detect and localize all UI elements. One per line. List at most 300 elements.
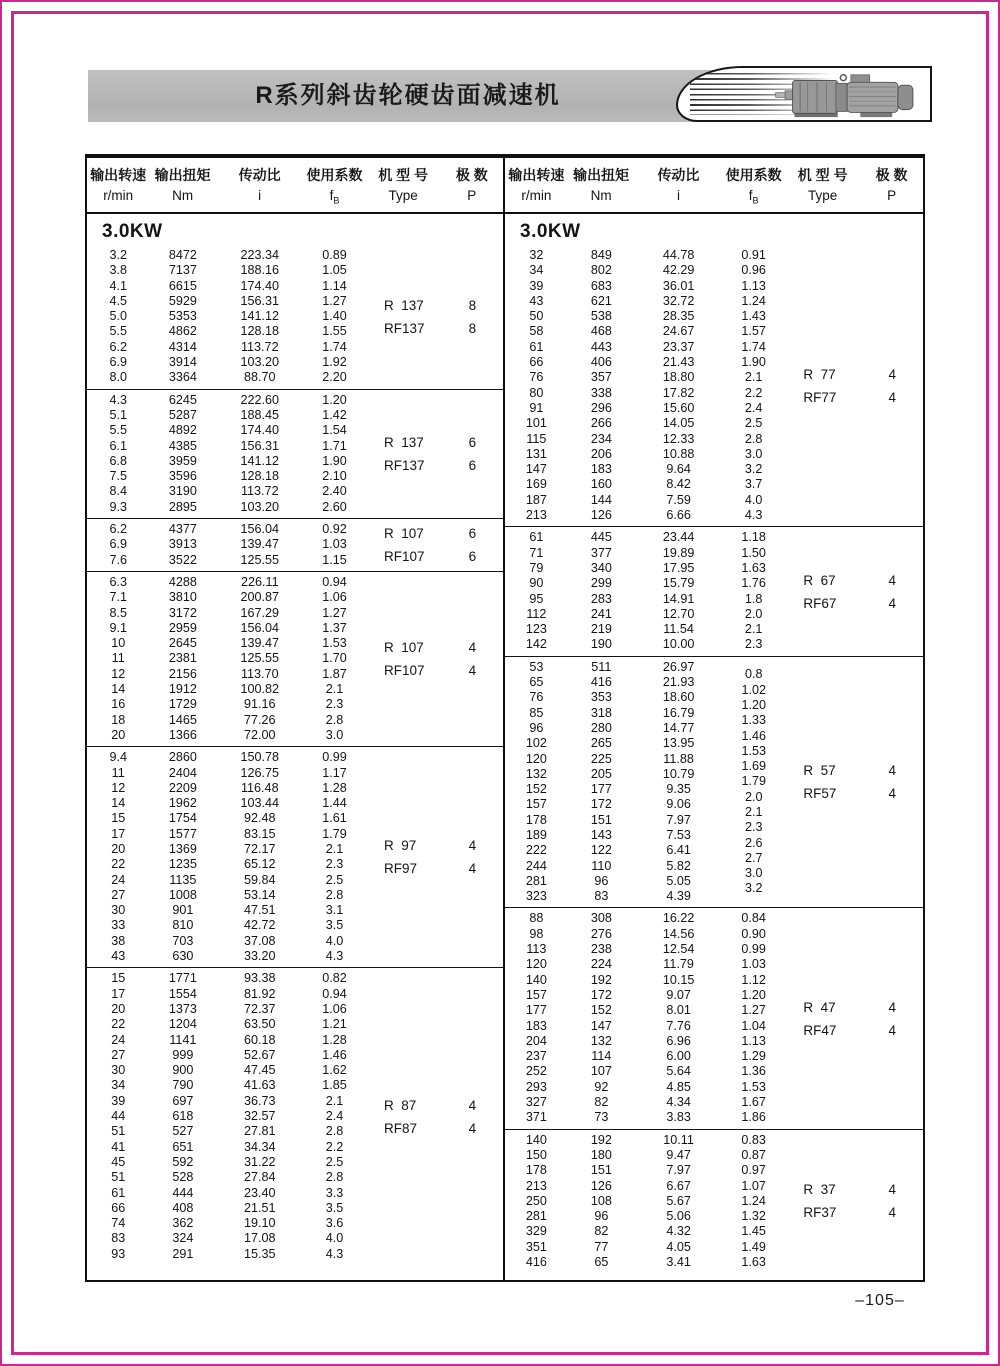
cell: 4.0 [325,933,344,948]
cell: 1.8 [744,591,763,606]
type-line [793,1201,921,1224]
cell: 110 [591,858,612,873]
data-row [87,1140,366,1155]
data-row [505,576,785,591]
data-row [505,447,785,462]
type-label: RF87 [384,1120,418,1136]
cell: 98 [529,926,544,941]
data-row [505,1049,785,1064]
data-row [87,1078,366,1093]
poles-value: 6 [468,525,477,541]
cell: 802 [590,263,612,278]
data-row [87,903,366,918]
cell: 113 [526,942,547,957]
data-row [505,462,785,477]
cell: 157 [525,797,547,812]
cell: 192 [590,972,612,987]
cell: 178 [525,1163,547,1178]
cell: 683 [590,278,612,293]
cell: 618 [172,1109,194,1124]
data-row [505,1133,785,1148]
cell: 2.2 [325,1139,344,1154]
data-row [87,484,366,499]
cell: 1008 [168,887,197,902]
cell: 6245 [168,392,197,407]
table-header [87,158,923,214]
data-row [87,651,366,666]
type-block [374,522,501,568]
cell: 1369 [168,841,197,856]
cell: 17.82 [662,385,695,400]
col-header-torque: 输出扭矩 [154,167,211,183]
cell: 1.36 [741,1064,766,1079]
data-row [87,987,366,1002]
data-row [87,575,366,590]
cell: 1.90 [322,453,347,468]
cell: 22 [111,1017,126,1032]
fb-value: 2.7 [744,850,763,865]
col-header-type: 机 型 号 [378,167,429,183]
cell: 3.83 [666,1110,691,1125]
col-header-poles: 极 数 [455,167,488,183]
cell: 10.88 [662,446,695,461]
cell: 3.5 [325,918,344,933]
cell: 113.70 [240,666,279,681]
unit-rpm: r/min [103,188,134,203]
cell: 15 [111,811,126,826]
type-block [793,759,921,805]
cell: 58 [529,324,544,339]
cell: 4.3 [109,392,127,407]
data-row [87,1216,366,1231]
type-label: RF57 [803,786,837,802]
data-row [505,1163,785,1178]
poles-value: 4 [888,1022,897,1038]
unit-i: i [676,188,680,203]
cell: 592 [172,1154,194,1169]
type-label: R 77 [803,366,836,382]
cell: 23.37 [662,339,695,354]
cell: 2.3 [325,697,344,712]
cell: 630 [172,949,194,964]
cell: 538 [590,309,612,324]
data-row [87,1124,366,1139]
cell: 1.76 [741,576,766,591]
data-row [87,522,366,537]
data-row [505,309,785,324]
type-block [374,431,501,477]
cell: 53 [529,659,544,674]
left-sections [87,245,503,1265]
data-row [87,1017,366,1032]
type-line [793,996,921,1019]
poles-value: 4 [468,861,477,877]
poles-value: 6 [468,457,477,473]
data-row [505,637,785,652]
data-row [87,355,366,370]
data-row [87,408,366,423]
cell: 296 [590,400,612,415]
data-row [87,949,366,964]
cell: 177 [525,1003,547,1018]
data-row [87,918,366,933]
cell: 76 [529,370,544,385]
cell: 5929 [168,293,197,308]
cell: 2959 [168,620,197,635]
cell: 9.64 [666,462,691,477]
type-line [793,1019,921,1042]
fb-value: 1.33 [741,713,766,728]
cell: 697 [172,1093,194,1108]
cell: 1.07 [741,1178,766,1193]
data-row [505,279,785,294]
cell: 6.1 [109,438,127,453]
poles-value: 4 [888,389,897,405]
cell: 1.28 [322,780,347,795]
cell: 120 [525,957,547,972]
type-label: R 37 [803,1182,836,1198]
data-row [87,309,366,324]
section-rows [87,750,366,964]
cell: 1.12 [741,972,766,987]
cell: 61 [529,339,544,354]
cell: 11 [111,651,125,666]
cell: 1912 [168,682,197,697]
section-rows [87,248,366,386]
cell: 1754 [168,811,197,826]
cell: 1.15 [322,552,347,567]
cell: 24 [111,872,126,887]
poles-value: 4 [888,1205,897,1221]
fb-value: 3.2 [744,881,763,896]
cell: 157 [525,987,547,1002]
poles-value: 8 [468,297,477,313]
type-label: RF77 [803,389,837,405]
cell: 11.88 [663,751,694,766]
cell: 849 [590,248,612,262]
cell: 265 [590,736,612,751]
data-row [87,537,366,552]
cell: 362 [172,1216,194,1231]
data-row [505,477,785,492]
cell: 6.96 [666,1033,691,1048]
cell: 1366 [168,727,197,742]
cell: 1.87 [322,666,347,681]
cell: 43 [529,293,544,308]
cell: 19.89 [662,545,695,560]
cell: 1141 [169,1032,197,1047]
cell: 2.8 [325,712,344,727]
table-header-left [87,158,505,212]
cell: 107 [590,1064,612,1079]
table-body [87,214,923,1280]
cell: 3596 [168,469,197,484]
cell: 169 [525,477,547,492]
cell: 416 [525,1255,547,1269]
data-row [505,1240,785,1255]
cell: 281 [525,873,547,888]
cell: 37.08 [244,933,276,948]
cell: 1.79 [322,826,347,841]
cell: 72.17 [244,841,276,856]
cell: 80 [529,385,544,400]
cell: 0.82 [322,971,347,986]
type-line [793,592,921,615]
cell: 91 [529,400,544,415]
cell: 4.0 [325,1231,344,1246]
cell: 14.77 [662,720,695,735]
cell: 1.43 [741,309,766,324]
cell: 34 [529,263,544,278]
data-row [87,796,366,811]
cell: 16.79 [662,705,695,720]
cell: 59.84 [244,872,276,887]
cell: 1.74 [322,339,347,354]
cell: 81.92 [244,986,276,1001]
cell: 8472 [168,248,197,262]
poles-value: 4 [468,838,477,854]
cell: 1.67 [741,1095,766,1110]
cell: 27.84 [244,1170,276,1185]
cell: 30 [111,1063,126,1078]
cell: 156.31 [240,438,280,453]
cell: 223.34 [240,248,280,262]
cell: 528 [172,1170,194,1185]
cell: 1373 [168,1001,197,1016]
cell: 2404 [168,765,197,780]
cell: 291 [172,1246,194,1261]
data-row [505,294,785,309]
data-row [505,1148,785,1163]
cell: 16.22 [662,911,695,926]
cell: 47.51 [244,903,276,918]
fb-value: 1.69 [741,759,766,774]
cell: 2.4 [325,1109,344,1124]
poles-value: 4 [888,366,897,382]
cell: 38 [111,933,126,948]
cell: 14.56 [662,926,695,941]
data-row [87,248,366,263]
cell: 6.66 [666,508,691,523]
cell: 172 [590,987,612,1002]
cell: 9.06 [666,797,691,812]
cell: 65 [529,675,544,690]
cell: 144 [590,492,612,507]
poles-value: 4 [468,1097,477,1113]
data-row [87,888,366,903]
cell: 79 [529,560,544,575]
cell: 39 [111,1093,126,1108]
cell: 2895 [168,499,197,514]
type-label: RF137 [384,457,425,473]
table-section [505,907,923,1128]
cell: 224 [590,957,612,972]
data-row [87,971,366,986]
cell: 338 [590,385,612,400]
cell: 4.39 [666,889,691,904]
cell: 14.05 [662,416,695,431]
cell: 100.82 [240,682,280,697]
poles-value: 4 [888,999,897,1015]
cell: 250 [525,1193,547,1208]
cell: 6.00 [666,1049,691,1064]
poles-value: 4 [888,763,897,779]
cell: 3364 [168,370,197,385]
cell: 10 [111,636,126,651]
cell: 4.5 [109,293,127,308]
cell: 36.01 [662,278,695,293]
cell: 178 [525,812,547,827]
cell: 1771 [168,971,197,986]
cell: 0.94 [322,574,347,589]
cell: 4.34 [666,1095,691,1110]
cell: 1.53 [741,1079,766,1094]
cell: 0.97 [741,1163,766,1178]
cell: 406 [590,355,612,370]
data-row [505,324,785,339]
data-row [87,1155,366,1170]
cell: 810 [172,918,194,933]
cell: 23.40 [244,1185,276,1200]
cell: 2860 [168,750,197,765]
cell: 4314 [168,339,197,354]
data-row [87,1063,366,1078]
poles-value: 4 [888,595,897,611]
cell: 443 [590,339,612,354]
type-label: R 97 [384,838,417,854]
data-row [87,1201,366,1216]
gear-reducer-photo [773,72,925,119]
cell: 174.40 [240,278,280,293]
cell: 1.49 [741,1239,766,1254]
data-row [505,1179,785,1194]
cell: 1.24 [741,293,766,308]
cell: 112 [526,606,547,621]
cell: 12.70 [662,606,695,621]
cell: 36.73 [244,1093,276,1108]
data-row [505,1034,785,1049]
cell: 41 [111,1139,126,1154]
cell: 1.03 [322,537,347,552]
table-section [87,571,503,746]
cell: 27 [111,887,126,902]
cell: 92 [594,1079,609,1094]
cell: 2645 [168,636,197,651]
poles-value: 4 [888,786,897,802]
type-label: RF97 [384,861,418,877]
cell: 113.72 [240,484,279,499]
cell: 408 [172,1200,194,1215]
cell: 651 [172,1139,194,1154]
cell: 103.20 [240,355,280,370]
data-row [87,439,366,454]
cell: 252 [525,1064,547,1079]
data-row [87,340,366,355]
cell: 103.44 [240,796,280,811]
section-rows [505,530,785,652]
cell: 45 [111,1154,126,1169]
cell: 120 [525,751,547,766]
cell: 21.51 [244,1200,276,1215]
cell: 28.35 [662,309,695,324]
cell: 19.10 [244,1216,276,1231]
cell: 21.93 [662,675,695,690]
cell: 3.7 [744,477,763,492]
cell: 128.18 [240,324,280,339]
data-row [505,546,785,561]
cell: 74 [111,1216,126,1231]
cell: 1.27 [322,605,347,620]
data-row [87,1170,366,1185]
fb-value: 1.53 [741,743,766,758]
poles-value: 6 [468,434,477,450]
section-rows [505,1133,785,1271]
type-line [793,759,921,782]
data-row [505,493,785,508]
cell: 6615 [168,278,197,293]
data-row [87,697,366,712]
cell: 3913 [168,537,197,552]
cell: 39 [529,278,544,293]
cell: 527 [172,1124,194,1139]
type-line [374,431,501,454]
cell: 353 [590,690,612,705]
cell: 11.79 [663,957,694,972]
cell: 44 [111,1109,126,1124]
cell: 156.04 [240,522,280,537]
cell: 1.57 [741,324,766,339]
cell: 7.97 [666,812,691,827]
data-row [87,1094,366,1109]
cell: 15 [111,971,126,986]
type-block [793,363,921,409]
data-row [87,766,366,781]
type-line [374,636,501,659]
cell: 1.50 [741,545,766,560]
type-label: R 107 [384,525,424,541]
type-block [374,1094,501,1140]
cell: 4862 [168,324,197,339]
cell: 2.8 [325,1170,344,1185]
cell: 3.1 [325,903,344,918]
cell: 4.1 [109,278,127,293]
cell: 34.34 [244,1139,276,1154]
cell: 2.8 [325,1124,344,1139]
cell: 1.42 [322,407,347,422]
cell: 96 [529,720,544,735]
cell: 3.8 [109,263,127,278]
cell: 180 [590,1147,612,1162]
data-row [87,553,366,568]
cell: 27 [111,1047,126,1062]
data-row [505,988,785,1003]
cell: 11.54 [663,622,694,637]
cell: 42.29 [662,263,695,278]
cell: 12 [111,666,126,681]
cell: 790 [172,1078,194,1093]
unit-nm: Nm [590,188,612,203]
cell: 1.20 [741,987,766,1002]
table-header-right [505,158,923,212]
cell: 183 [525,1018,547,1033]
cell: 7.6 [109,552,127,567]
cell: 10.15 [662,972,695,987]
cell: 999 [172,1047,194,1062]
data-row [505,263,785,278]
table-column-left [87,214,505,1280]
cell: 308 [590,911,612,926]
cell: 66 [529,355,544,370]
